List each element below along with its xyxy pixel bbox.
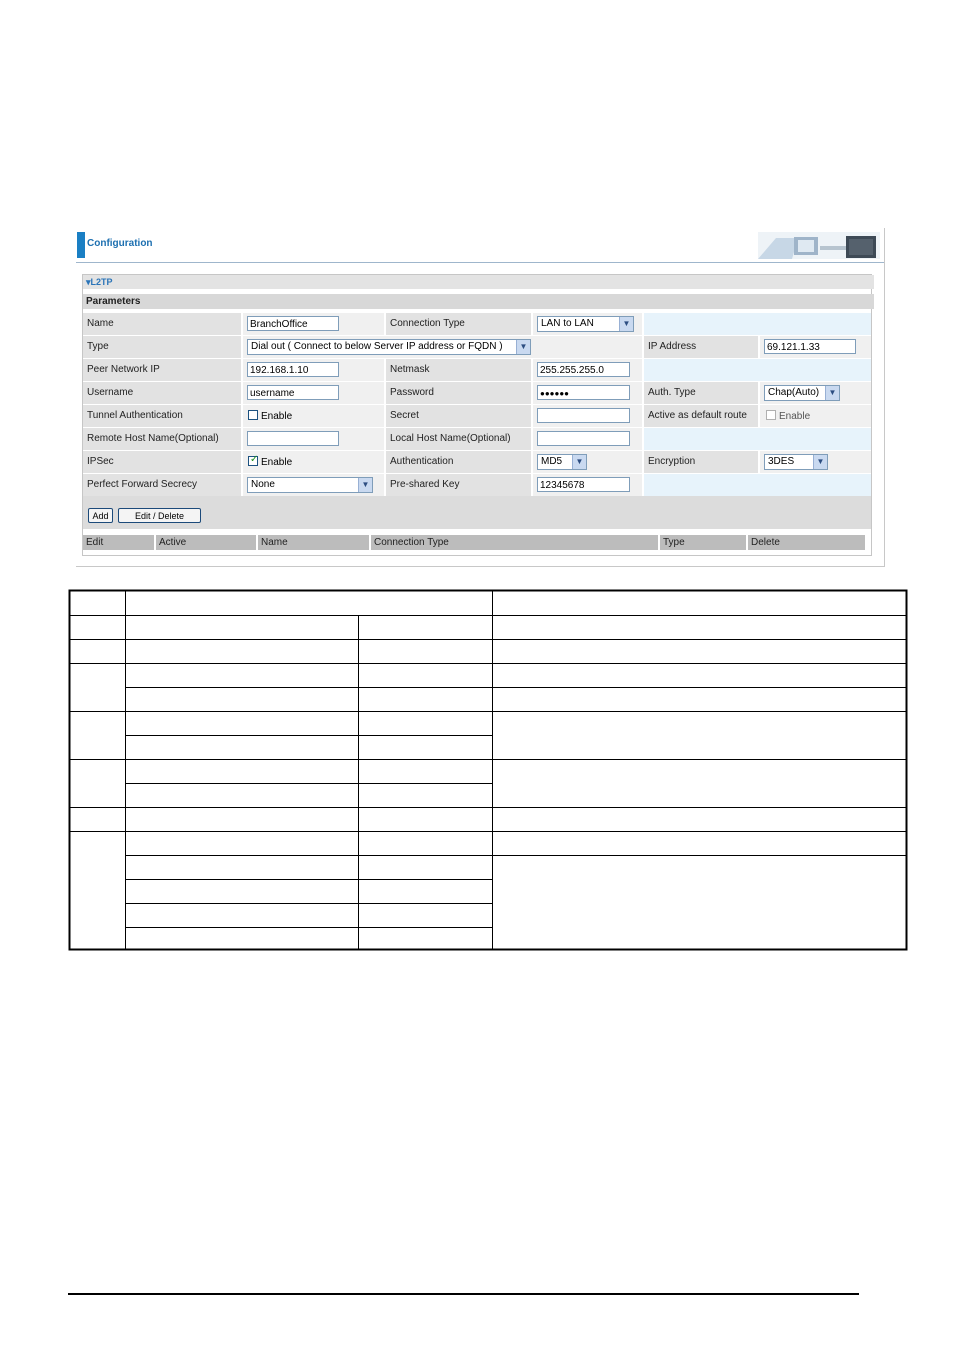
chevron-down-icon: ▼ [813, 455, 827, 469]
ipsec-enable-label: Enable [261, 457, 293, 468]
edit-delete-button[interactable]: Edit / Delete [118, 508, 201, 523]
footer-rule [68, 1293, 859, 1295]
encryption-label: Encryption [648, 456, 696, 467]
col-connection-type: Connection Type [371, 535, 658, 550]
parameters-header: Parameters [83, 294, 874, 309]
chevron-down-icon: ▼ [516, 340, 530, 354]
name-label: Name [87, 318, 114, 329]
authentication-select[interactable]: MD5 ▼ [537, 454, 587, 470]
chevron-down-icon: ▼ [619, 317, 633, 331]
chevron-down-icon: ▼ [572, 455, 586, 469]
secret-label: Secret [390, 410, 419, 421]
password-label: Password [390, 387, 434, 398]
col-delete: Delete [748, 535, 865, 550]
page-title: Configuration [87, 238, 153, 249]
default-route-label: Active as default route [648, 410, 747, 421]
col-type: Type [660, 535, 746, 550]
peer-network-ip-input[interactable]: 192.168.1.10 [247, 362, 339, 377]
col-edit: Edit [83, 535, 154, 550]
encryption-select[interactable]: 3DES ▼ [764, 454, 828, 470]
connection-type-select[interactable]: LAN to LAN ▼ [537, 316, 634, 332]
tunnel-enable-label: Enable [261, 411, 293, 422]
local-host-name-label: Local Host Name(Optional) [390, 433, 511, 444]
type-label: Type [87, 341, 109, 352]
auth-type-label: Auth. Type [648, 387, 696, 398]
pfs-label: Perfect Forward Secrecy [87, 479, 198, 490]
username-input[interactable]: username [247, 385, 339, 400]
chevron-down-icon: ▼ [358, 478, 372, 492]
type-select[interactable]: Dial out ( Connect to below Server IP address or FQDN ) ▼ [247, 339, 531, 355]
netmask-label: Netmask [390, 364, 430, 375]
checkmark-icon: ✓ [250, 454, 259, 465]
username-label: Username [87, 387, 134, 398]
name-input[interactable]: BranchOffice [247, 316, 339, 331]
pre-shared-key-input[interactable]: 12345678 [537, 477, 630, 492]
netmask-input[interactable]: 255.255.255.0 [537, 362, 630, 377]
pfs-select[interactable]: None ▼ [247, 477, 373, 493]
tunnel-authentication-label: Tunnel Authentication [87, 410, 183, 421]
ipsec-label: IPSec [87, 456, 114, 467]
pre-shared-key-label: Pre-shared Key [390, 479, 460, 490]
col-name: Name [258, 535, 369, 550]
authentication-label: Authentication [390, 456, 454, 467]
connection-type-label: Connection Type [390, 318, 465, 329]
col-active: Active [156, 535, 256, 550]
remote-host-name-label: Remote Host Name(Optional) [87, 433, 219, 444]
peer-network-ip-label: Peer Network IP [87, 364, 160, 375]
ip-address-input[interactable]: 69.121.1.33 [764, 339, 856, 354]
auth-type-select[interactable]: Chap(Auto) ▼ [764, 385, 840, 401]
section-title-l2tp[interactable]: ▾L2TP [83, 275, 874, 289]
ip-address-label: IP Address [648, 341, 697, 352]
default-route-enable-label: Enable [779, 411, 811, 422]
password-input[interactable]: ●●●●●● [537, 385, 630, 400]
add-button[interactable]: Add [88, 508, 113, 523]
chevron-down-icon: ▼ [825, 386, 839, 400]
